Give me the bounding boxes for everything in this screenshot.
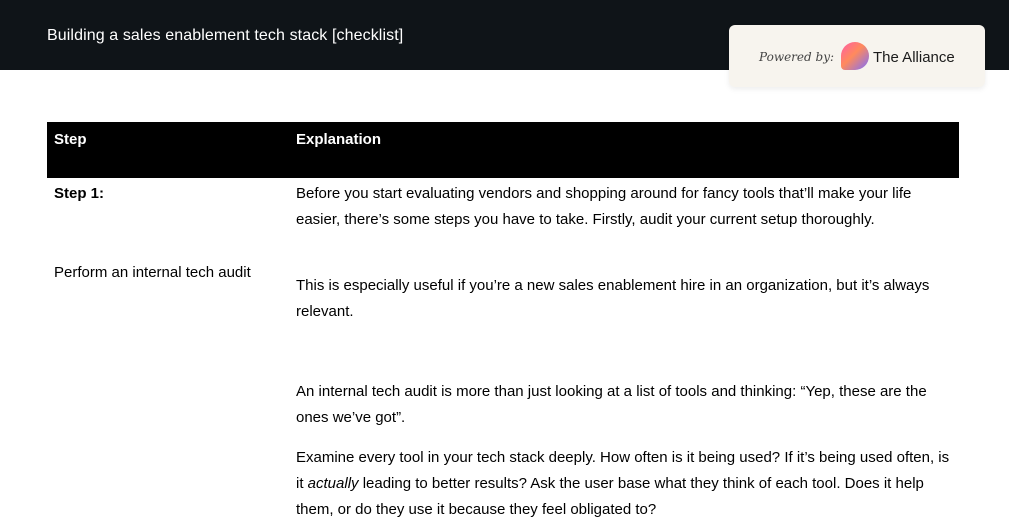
column-header-step: Step xyxy=(54,131,87,148)
step-number: Step 1: xyxy=(54,185,105,202)
powered-by-badge[interactable] xyxy=(729,25,985,87)
alliance-logo-icon xyxy=(841,42,869,70)
checklist-table xyxy=(47,122,959,518)
explanation-paragraph: Before you start evaluating vendors and shopping around for fancy tools that’ll make your life easier, there’s some steps you have to take. Firstly, audit your current setup thoroughly. xyxy=(296,185,912,228)
paragraph-text: Examine every tool in your tech stack deeply. How often is it being used? If it’s being used often, is it xyxy=(296,449,950,492)
paragraph-text: leading to better results? Ask the user base what they think of each tool. Does it help them, or do they use it because they feel obligated to? xyxy=(296,475,924,518)
explanation-paragraph: This is especially useful if you’re a new sales enablement hire in an organization, but it’s always relevant. xyxy=(296,277,930,320)
step-name: Perform an internal tech audit xyxy=(54,264,251,281)
page-title: Building a sales enablement tech stack [checklist] xyxy=(47,27,404,44)
column-header-explanation: Explanation xyxy=(296,131,382,148)
emphasis-text: actually xyxy=(307,475,359,492)
brand-name: The Alliance xyxy=(873,49,955,66)
table-header xyxy=(47,122,959,178)
powered-by-label: Powered by: xyxy=(759,50,835,64)
explanation-paragraph: An internal tech audit is more than just looking at a list of tools and thinking: “Yep, these are the ones we’ve got”. xyxy=(296,383,927,426)
explanation-paragraph xyxy=(296,445,956,523)
